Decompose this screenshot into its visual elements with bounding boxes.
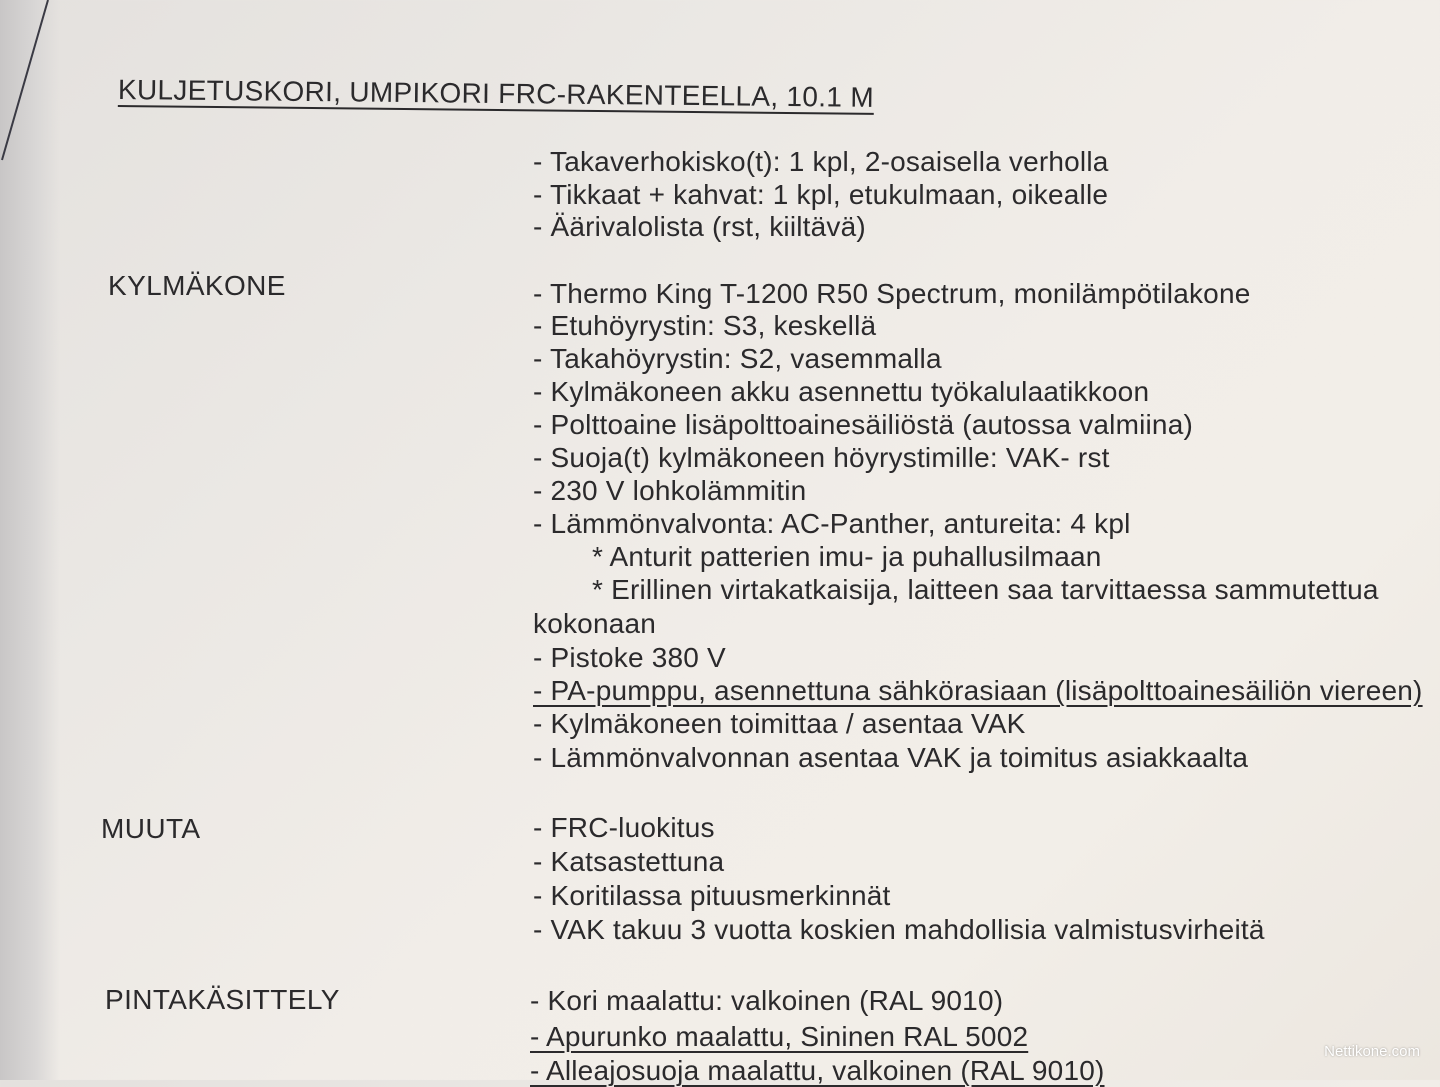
list-item: - Etuhöyrystin: S3, keskellä xyxy=(533,310,877,341)
list-item: - Katsastettuna xyxy=(533,846,725,877)
list-item: - Tikkaat + kahvat: 1 kpl, etukulmaan, oikealle xyxy=(533,179,1109,210)
list-item: - Takaverhokisko(t): 1 kpl, 2-osaisella verholla xyxy=(533,146,1109,177)
list-item: - VAK takuu 3 vuotta koskien mahdollisia valmistusvirheitä xyxy=(533,914,1265,945)
list-item: - Thermo King T-1200 R50 Spectrum, monilämpötilakone xyxy=(533,278,1251,309)
list-item: - Kylmäkoneen toimittaa / asentaa VAK xyxy=(533,708,1026,739)
list-item-underlined: - Apurunko maalattu, Sininen RAL 5002 xyxy=(530,1021,1029,1052)
sub-list-item: * Anturit patterien imu- ja puhallusilmaan xyxy=(592,541,1102,572)
list-item: - 230 V lohkolämmitin xyxy=(533,475,807,506)
list-item: - FRC-luokitus xyxy=(533,812,715,843)
list-item-underlined: - PA-pumppu, asennettuna sähkörasiaan (lisäpolttoainesäiliön viereen) xyxy=(533,675,1423,706)
watermark-text: Nettikone.com xyxy=(1324,1043,1420,1060)
list-item-continuation: kokonaan xyxy=(533,608,657,639)
document-title: KULJETUSKORI, UMPIKORI FRC-RAKENTEELLA, 10.1 M xyxy=(117,74,875,113)
paper-edge-line xyxy=(0,0,60,1080)
list-item: - Pistoke 380 V xyxy=(533,642,726,673)
list-item: - Koritilassa pituusmerkinnät xyxy=(533,880,891,911)
list-item: - Lämmönvalvonnan asentaa VAK ja toimitus asiakkaalta xyxy=(533,742,1249,773)
section-label-muuta: MUUTA xyxy=(101,813,201,844)
list-item: - Suoja(t) kylmäkoneen höyrystimille: VAK- rst xyxy=(533,442,1110,473)
list-item: - Takahöyrystin: S2, vasemmalla xyxy=(533,343,942,374)
section-label-pintakasittely: PINTAKÄSITTELY xyxy=(105,984,340,1015)
list-item: - Kori maalattu: valkoinen (RAL 9010) xyxy=(530,985,1004,1016)
sub-list-item: * Erillinen virtakatkaisija, laitteen saa tarvittaessa sammutettua xyxy=(592,574,1379,605)
list-item: - Äärivalolista (rst, kiiltävä) xyxy=(533,211,866,242)
list-item: - Lämmönvalvonta: AC-Panther, antureita: 4 kpl xyxy=(533,508,1131,539)
list-item-underlined: - Alleajosuoja maalattu, valkoinen (RAL 9010) xyxy=(530,1055,1105,1086)
list-item: - Polttoaine lisäpolttoainesäiliöstä (autossa valmiina) xyxy=(533,409,1194,440)
list-item: - Kylmäkoneen akku asennettu työkalulaatikkoon xyxy=(533,376,1150,407)
section-label-kylmakone: KYLMÄKONE xyxy=(108,270,286,301)
